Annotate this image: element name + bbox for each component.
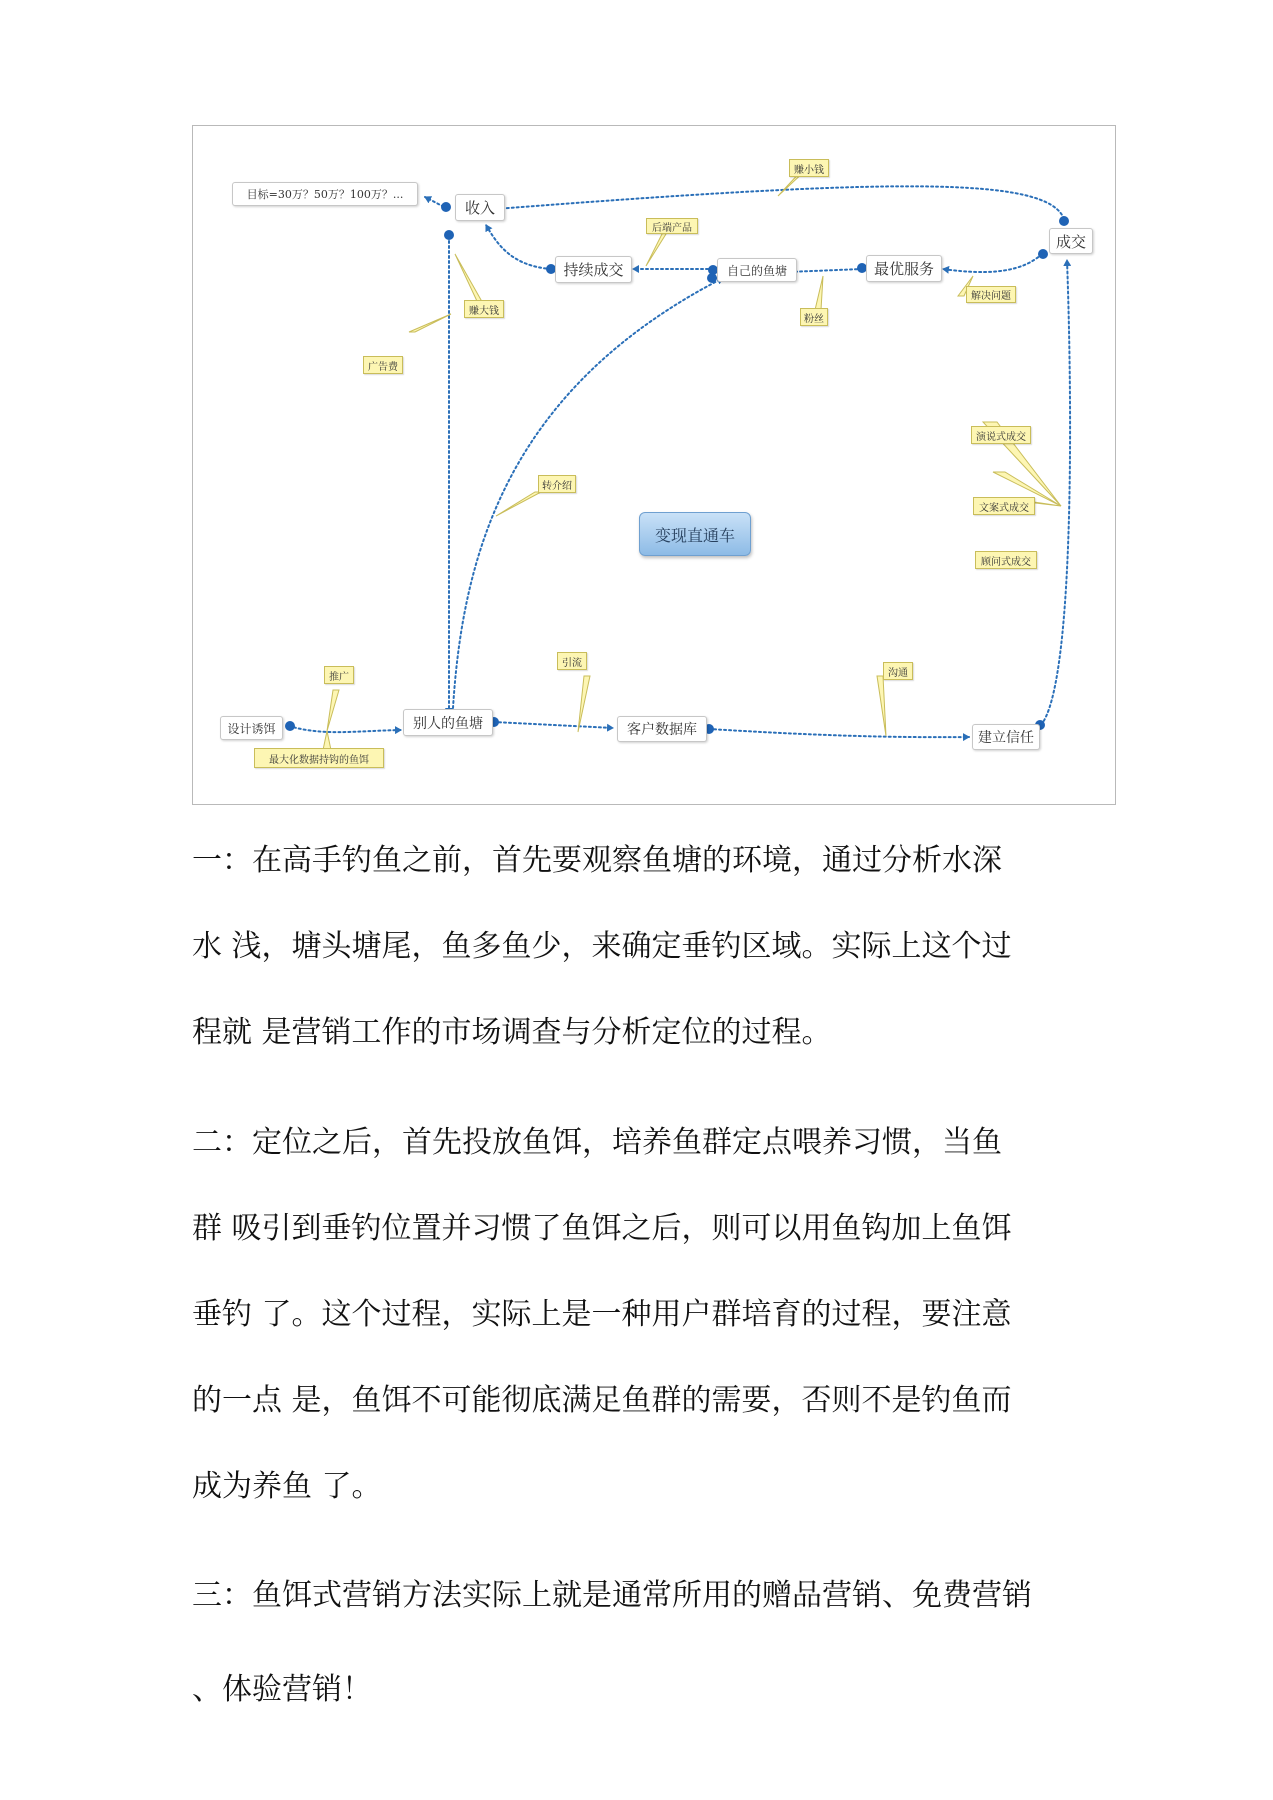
link-others-own: [453, 278, 723, 708]
note-ad-fee: 广告费: [363, 356, 403, 374]
deal-node: 成交: [1049, 228, 1093, 254]
connector-dot: [444, 230, 454, 240]
center-node: 变现直通车: [639, 512, 751, 556]
paragraph-line: 程就 是营销工作的市场调查与分析定位的过程。: [192, 1015, 832, 1050]
paragraph-line: 群 吸引到垂钓位置并习惯了鱼饵之后，则可以用鱼钩加上鱼饵: [192, 1211, 1012, 1246]
connector-dot: [1038, 249, 1048, 259]
paragraph-line: 垂钓 了。这个过程，实际上是一种用户群培育的过程，要注意: [192, 1297, 1012, 1332]
link-trust-deal: [1041, 260, 1070, 725]
link-deal-income: [483, 186, 1064, 219]
note-promote: 推广: [324, 666, 354, 684]
note-big-money: 赚大钱: [464, 300, 504, 318]
target-node: 目标=30万？50万？100万？...: [232, 182, 418, 206]
callout-tail: [578, 676, 590, 732]
repeat-deal-node: 持续成交: [555, 256, 632, 283]
note-traffic: 引流: [557, 652, 587, 670]
link-db-trust: [709, 729, 969, 737]
callout-tail: [409, 314, 451, 332]
customer-database-node: 客户数据库: [617, 716, 707, 742]
paragraph-line: 成为养鱼 了。: [192, 1469, 382, 1504]
link-bait-others: [289, 726, 401, 732]
bait-node: 设计诱饵: [220, 716, 283, 740]
paragraph-line: 三：鱼饵式营销方法实际上就是通常所用的赠品营销、免费营销: [192, 1578, 1032, 1613]
connector-dot: [707, 273, 717, 283]
callout-tail: [327, 690, 339, 731]
note-solve-problem: 解决问题: [966, 286, 1016, 303]
link-deal-service: [943, 254, 1042, 272]
build-trust-node: 建立信任: [972, 724, 1040, 750]
note-referral: 转介绍: [538, 475, 576, 493]
callout-tail: [815, 276, 823, 310]
note-copywriting-deal: 文案式成交: [973, 497, 1035, 515]
note-communicate: 沟通: [883, 662, 913, 680]
income-node: 收入: [455, 194, 505, 221]
note-consultant-deal: 顾问式成交: [975, 551, 1037, 569]
link-repeat-income: [486, 225, 551, 269]
own-pond-node: 自己的鱼塘: [717, 258, 797, 282]
connector-dot: [1059, 216, 1069, 226]
mind-map-diagram: [192, 125, 1116, 805]
note-maximize-bait: 最大化数据持钩的鱼饵: [254, 748, 384, 768]
note-backend-product: 后端产品: [646, 218, 698, 234]
paragraph-line: 的一点 是，鱼饵不可能彻底满足鱼群的需要，否则不是钓鱼而: [192, 1383, 1012, 1418]
others-pond-node: 别人的鱼塘: [403, 709, 493, 736]
paragraph-line: 、体验营销！: [192, 1672, 372, 1707]
note-small-money: 赚小钱: [789, 159, 829, 177]
paragraph-line: 一：在高手钓鱼之前，首先要观察鱼塘的环境，通过分析水深: [192, 843, 1002, 878]
link-others-db: [494, 722, 613, 728]
paragraph-line: 水 浅，塘头塘尾，鱼多鱼少，来确定垂钓区域。实际上这个过: [192, 929, 1012, 964]
callout-tail: [877, 676, 886, 736]
note-fans: 粉丝: [800, 308, 828, 326]
paragraph-line: 二：定位之后，首先投放鱼饵，培养鱼群定点喂养习惯，当鱼: [192, 1125, 1002, 1160]
connector-dot: [285, 721, 295, 731]
link-service-own: [788, 269, 862, 272]
callout-tail: [496, 492, 541, 516]
best-service-node: 最优服务: [866, 255, 942, 282]
note-speech-deal: 演说式成交: [971, 426, 1031, 444]
connector-dot: [441, 202, 451, 212]
